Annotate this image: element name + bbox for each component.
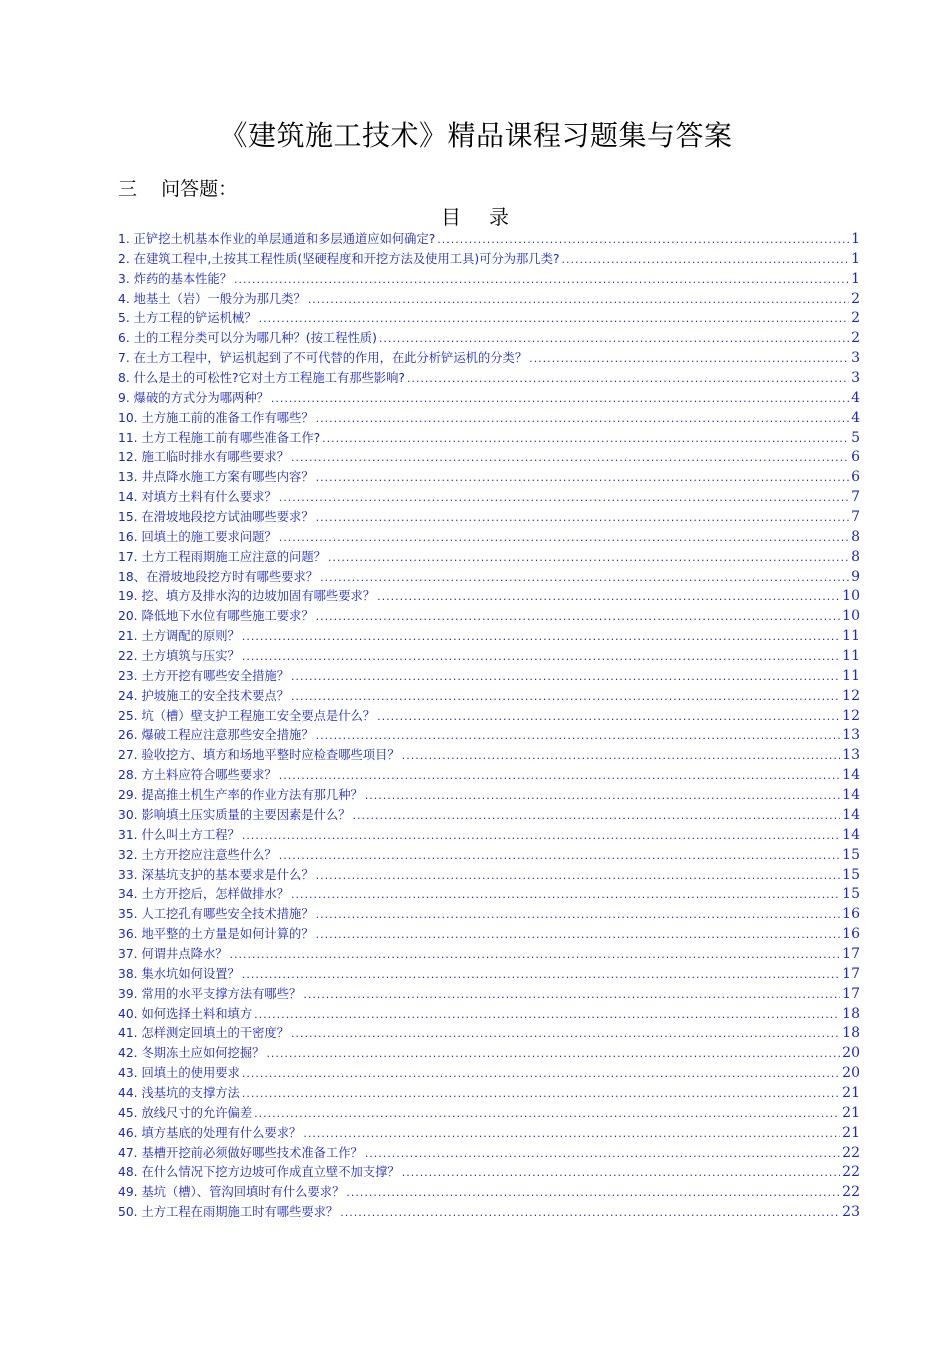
toc-entry-label[interactable]: 47. 基槽开挖前必须做好哪些技术准备工作？ bbox=[118, 1145, 363, 1160]
toc-entry-label[interactable]: 4. 地基土（岩）一般分为那几类？ bbox=[118, 291, 306, 306]
toc-entry-page-number[interactable]: 22 bbox=[842, 1184, 860, 1201]
toc-entry-label[interactable]: 12. 施工临时排水有哪些要求？ bbox=[118, 450, 290, 465]
toc-entry-page-number[interactable]: 11 bbox=[842, 667, 860, 684]
toc-leader-dots bbox=[365, 1147, 840, 1160]
toc-entry-label[interactable]: 8. 什么是土的可松性?它对土方工程施工有那些影响? bbox=[118, 371, 405, 386]
toc-entry[interactable] bbox=[118, 745, 860, 765]
toc-entry[interactable] bbox=[118, 825, 860, 845]
toc-entry[interactable] bbox=[118, 944, 860, 964]
toc-entry[interactable] bbox=[118, 904, 860, 924]
toc-entry-page-number[interactable]: 18 bbox=[842, 1025, 860, 1042]
toc-entry-label[interactable]: 16. 回填土的施工要求问题？ bbox=[118, 529, 277, 544]
toc-entry-label[interactable]: 20. 降低地下水位有哪些施工要求？ bbox=[118, 609, 314, 624]
toc-leader-dots bbox=[279, 849, 840, 862]
toc-entry-page-number[interactable]: 4 bbox=[851, 409, 860, 426]
toc-entry-page-number[interactable]: 6 bbox=[851, 469, 860, 486]
toc-entry[interactable] bbox=[118, 865, 860, 885]
toc-entry[interactable] bbox=[118, 706, 860, 726]
toc-entry-label[interactable]: 46. 填方基底的处理有什么要求？ bbox=[118, 1125, 302, 1140]
toc-entry[interactable] bbox=[118, 368, 860, 388]
toc-leader-dots bbox=[242, 1087, 840, 1100]
toc-leader-dots bbox=[316, 471, 849, 484]
toc-entry-label[interactable]: 21. 土方调配的原则？ bbox=[118, 629, 240, 644]
toc-leader-dots bbox=[242, 630, 840, 643]
toc-entry[interactable] bbox=[118, 229, 860, 249]
toc-leader-dots bbox=[242, 1067, 840, 1080]
toc-entry[interactable] bbox=[118, 547, 860, 567]
toc-entry-label[interactable]: 50. 土方工程在雨期施工时有哪些要求？ bbox=[118, 1205, 339, 1220]
toc-entry-label[interactable]: 25. 坑（槽）壁支护工程施工安全要点是什么？ bbox=[118, 708, 376, 723]
toc-entry-page-number[interactable]: 7 bbox=[851, 509, 860, 526]
toc-entry-page-number[interactable]: 4 bbox=[851, 389, 860, 406]
toc-entry-label[interactable]: 39. 常用的水平支撑方法有哪些？ bbox=[118, 986, 302, 1001]
toc-entry-page-number[interactable]: 10 bbox=[842, 608, 860, 625]
toc-entry-label[interactable]: 1. 正铲挖土机基本作业的单层通道和多层通道应如何确定? bbox=[118, 232, 436, 246]
toc-entry-label[interactable]: 9. 爆破的方式分为哪两种？ bbox=[118, 390, 269, 405]
toc-entry-label[interactable]: 10. 土方施工前的准备工作有哪些？ bbox=[118, 410, 314, 425]
toc-entry-page-number[interactable]: 18 bbox=[842, 1005, 860, 1022]
toc-entry-label[interactable]: 11. 土方工程施工前有哪些准备工作? bbox=[118, 430, 321, 445]
toc-entry-page-number[interactable]: 1 bbox=[851, 250, 860, 267]
toc-leader-dots bbox=[353, 809, 841, 822]
toc-entry-page-number[interactable]: 14 bbox=[842, 806, 860, 823]
toc-leader-dots bbox=[316, 928, 841, 941]
toc-leader-dots bbox=[316, 511, 849, 524]
toc-entry-label[interactable]: 27. 验收挖方、填方和场地平整时应检查哪些项目？ bbox=[118, 748, 400, 763]
toc-entry-page-number[interactable]: 12 bbox=[842, 687, 860, 704]
toc-leader-dots bbox=[316, 729, 841, 742]
toc-leader-dots bbox=[316, 869, 841, 882]
toc-entry-page-number[interactable]: 15 bbox=[842, 866, 860, 883]
toc-entry[interactable] bbox=[118, 1004, 860, 1024]
toc-leader-dots bbox=[291, 690, 840, 703]
toc-entry[interactable] bbox=[118, 845, 860, 865]
toc-entry-label[interactable]: 40. 如何选择土料和填方 bbox=[118, 1006, 253, 1021]
toc-leader-dots bbox=[242, 968, 840, 981]
toc-leader-dots bbox=[437, 233, 849, 246]
toc-leader-dots bbox=[377, 710, 840, 723]
toc-entry[interactable] bbox=[118, 1202, 860, 1222]
toc-entry-label[interactable]: 36. 地平整的土方量是如何计算的？ bbox=[118, 927, 314, 942]
toc-entry[interactable] bbox=[118, 487, 860, 507]
toc-entry-page-number[interactable]: 15 bbox=[842, 846, 860, 863]
toc-entry-label[interactable]: 32. 土方开挖应注意些什么？ bbox=[118, 847, 277, 862]
toc-entry-page-number[interactable]: 14 bbox=[842, 787, 860, 804]
toc-leader-dots bbox=[254, 1107, 840, 1120]
toc-leader-dots bbox=[242, 650, 840, 663]
toc-entry-page-number[interactable]: 13 bbox=[842, 727, 860, 744]
toc-leader-dots bbox=[291, 670, 840, 683]
toc-entry[interactable] bbox=[118, 1123, 860, 1143]
toc-entry-label[interactable]: 3. 炸药的基本性能？ bbox=[118, 271, 233, 286]
toc-entry[interactable] bbox=[118, 348, 860, 368]
toc-entry[interactable] bbox=[118, 408, 860, 428]
toc-entry-label[interactable]: 44. 浅基坑的支撑方法 bbox=[118, 1085, 240, 1100]
toc-leader-dots bbox=[279, 531, 849, 544]
toc-entry-label[interactable]: 48. 在什么情况下挖方边坡可作成直立壁不加支撑？ bbox=[118, 1165, 400, 1180]
toc-entry-label[interactable]: 2. 在建筑工程中,土按其工程性质(坚硬程度和开挖方法及使用工具)可分为那几类? bbox=[118, 251, 560, 266]
toc-entry[interactable] bbox=[118, 328, 860, 348]
toc-leader-dots bbox=[279, 769, 840, 782]
toc-entry-label[interactable]: 13. 井点降水施工方案有哪些内容？ bbox=[118, 470, 314, 485]
toc-leader-dots bbox=[234, 273, 849, 286]
toc-entry-page-number[interactable]: 5 bbox=[851, 429, 860, 446]
toc-leader-dots bbox=[402, 1166, 840, 1179]
toc-entry-page-number[interactable]: 21 bbox=[842, 1124, 860, 1141]
toc-entry-label[interactable]: 24. 护坡施工的安全技术要点？ bbox=[118, 688, 290, 703]
toc-entry-page-number[interactable]: 14 bbox=[842, 767, 860, 784]
toc-leader-dots bbox=[308, 293, 849, 306]
toc-entry-label[interactable]: 18、在滑坡地段挖方时有哪些要求？ bbox=[118, 569, 319, 584]
toc-leader-dots bbox=[561, 253, 849, 266]
toc-entry-label[interactable]: 34. 土方开挖后，怎样做排水？ bbox=[118, 887, 290, 902]
toc-entry-label[interactable]: 38. 集水坑如何设置？ bbox=[118, 966, 240, 981]
toc-leader-dots bbox=[365, 789, 840, 802]
toc-entry[interactable] bbox=[118, 586, 860, 606]
toc-entry-label[interactable]: 22. 土方填筑与压实？ bbox=[118, 649, 240, 664]
toc-entry-page-number[interactable]: 2 bbox=[851, 310, 860, 327]
toc-leader-dots bbox=[402, 749, 840, 762]
toc-entry[interactable] bbox=[118, 686, 860, 706]
toc-entry[interactable] bbox=[118, 507, 860, 527]
toc-entry-page-number[interactable]: 17 bbox=[842, 945, 860, 962]
toc-entry-page-number[interactable]: 20 bbox=[842, 1065, 860, 1082]
toc-leader-dots bbox=[291, 888, 840, 901]
toc-entry-page-number[interactable]: 15 bbox=[842, 886, 860, 903]
toc-entry-label[interactable]: 35. 人工挖孔有哪些安全技术措施？ bbox=[118, 907, 314, 922]
toc-entry[interactable] bbox=[118, 725, 860, 745]
toc-leader-dots bbox=[230, 948, 841, 961]
toc-entry-page-number[interactable]: 7 bbox=[851, 489, 860, 506]
toc-leader-dots bbox=[271, 392, 849, 405]
toc-entry-label[interactable]: 43. 回填土的使用要求 bbox=[118, 1066, 240, 1081]
toc-entry-page-number[interactable]: 22 bbox=[842, 1144, 860, 1161]
toc-entry[interactable] bbox=[118, 289, 860, 309]
toc-leader-dots bbox=[279, 491, 849, 504]
toc-entry[interactable] bbox=[118, 1063, 860, 1083]
toc-entry[interactable] bbox=[118, 626, 860, 646]
toc-entry[interactable] bbox=[118, 765, 860, 785]
toc-entry-label[interactable]: 29. 提高推土机生产率的作业方法有那几种？ bbox=[118, 788, 363, 803]
toc-entry-page-number[interactable]: 16 bbox=[842, 906, 860, 923]
toc-entry-page-number[interactable]: 1 bbox=[851, 231, 860, 247]
toc-entry[interactable] bbox=[118, 1023, 860, 1043]
toc-entry[interactable] bbox=[118, 249, 860, 269]
toc-entry[interactable] bbox=[118, 984, 860, 1004]
toc-entry[interactable] bbox=[118, 805, 860, 825]
toc-leader-dots bbox=[259, 312, 849, 325]
toc-leader-dots bbox=[529, 352, 849, 365]
toc-leader-dots bbox=[379, 332, 849, 345]
toc-entry[interactable] bbox=[118, 666, 860, 686]
toc-leader-dots bbox=[316, 610, 841, 623]
toc-leader-dots bbox=[377, 590, 840, 603]
toc-heading-right: 录 bbox=[489, 205, 511, 229]
toc-leader-dots bbox=[303, 988, 840, 1001]
toc-leader-dots bbox=[316, 412, 849, 425]
toc-entry-page-number[interactable]: 16 bbox=[842, 926, 860, 943]
toc-entry-label[interactable]: 31. 什么叫土方工程？ bbox=[118, 827, 240, 842]
toc-leader-dots bbox=[322, 432, 849, 445]
toc-entry[interactable] bbox=[118, 1103, 860, 1123]
toc-entry-page-number[interactable]: 2 bbox=[851, 330, 860, 347]
toc-leader-dots bbox=[291, 451, 849, 464]
toc-leader-dots bbox=[320, 571, 849, 584]
toc-entry-page-number[interactable]: 9 bbox=[851, 568, 860, 585]
toc-entry[interactable] bbox=[118, 428, 860, 448]
toc-entry-page-number[interactable]: 8 bbox=[851, 528, 860, 545]
toc-leader-dots bbox=[291, 1027, 840, 1040]
toc-entry-label[interactable]: 26. 爆破工程应注意那些安全措施？ bbox=[118, 728, 314, 743]
toc-entry[interactable] bbox=[118, 447, 860, 467]
toc-leader-dots bbox=[316, 908, 841, 921]
toc-entry-label[interactable]: 19. 挖、填方及排水沟的边坡加固有哪些要求？ bbox=[118, 589, 376, 604]
toc-entry-label[interactable]: 45. 放线尺寸的允许偏差 bbox=[118, 1105, 253, 1120]
document-title: 《建筑施工技术》精品课程习题集与答案 bbox=[219, 119, 733, 152]
toc-entry-label[interactable]: 30. 影响填土压实质量的主要因素是什么？ bbox=[118, 807, 351, 822]
toc-entry-label[interactable]: 41. 怎样测定回填土的干密度？ bbox=[118, 1026, 290, 1041]
toc-entry[interactable] bbox=[118, 1182, 860, 1202]
toc-leader-dots bbox=[266, 1047, 840, 1060]
toc-entry-label[interactable]: 33. 深基坑支护的基本要求是什么？ bbox=[118, 867, 314, 882]
toc-entry-page-number[interactable]: 20 bbox=[842, 1045, 860, 1062]
toc-entry-page-number[interactable]: 1 bbox=[851, 270, 860, 287]
toc-entry-label[interactable]: 6. 土的工程分类可以分为哪几种？(按工程性质) bbox=[118, 331, 377, 346]
toc-entry[interactable] bbox=[118, 388, 860, 408]
toc-entry-page-number[interactable]: 17 bbox=[842, 985, 860, 1002]
table-of-contents bbox=[118, 229, 860, 1222]
toc-entry-label[interactable]: 15. 在滑坡地段挖方试油哪些要求？ bbox=[118, 510, 314, 525]
toc-entry-label[interactable]: 49. 基坑（槽）、管沟回填时有什么要求？ bbox=[118, 1185, 345, 1200]
toc-entry-page-number[interactable]: 3 bbox=[851, 370, 860, 387]
toc-entry[interactable] bbox=[118, 606, 860, 626]
toc-leader-dots bbox=[346, 1186, 840, 1199]
toc-entry[interactable] bbox=[118, 467, 860, 487]
toc-leader-dots bbox=[242, 829, 840, 842]
toc-entry[interactable] bbox=[118, 308, 860, 328]
toc-entry-page-number[interactable]: 8 bbox=[851, 548, 860, 565]
section-heading: 三 问答题： bbox=[118, 178, 238, 200]
toc-entry-label[interactable]: 17. 土方工程雨期施工应注意的问题？ bbox=[118, 549, 326, 564]
toc-entry-page-number[interactable]: 21 bbox=[842, 1104, 860, 1121]
toc-entry-label[interactable]: 5. 土方工程的铲运机械？ bbox=[118, 311, 257, 326]
toc-leader-dots bbox=[328, 551, 849, 564]
toc-entry-page-number[interactable]: 17 bbox=[842, 965, 860, 982]
toc-entry-label[interactable]: 23. 土方开挖有哪些安全措施？ bbox=[118, 668, 290, 683]
toc-leader-dots bbox=[407, 372, 849, 385]
toc-entry-page-number[interactable]: 3 bbox=[851, 350, 860, 367]
toc-entry-page-number[interactable]: 6 bbox=[851, 449, 860, 466]
toc-entry[interactable] bbox=[118, 1083, 860, 1103]
toc-entry-label[interactable]: 7. 在土方工程中，铲运机起到了不可代替的作用，在此分析铲运机的分类？ bbox=[118, 351, 528, 366]
toc-entry-page-number[interactable]: 13 bbox=[842, 747, 860, 764]
toc-entry-page-number[interactable]: 21 bbox=[842, 1084, 860, 1101]
toc-entry-page-number[interactable]: 11 bbox=[842, 648, 860, 665]
toc-heading bbox=[0, 201, 952, 230]
toc-entry[interactable] bbox=[118, 964, 860, 984]
toc-entry[interactable] bbox=[118, 1143, 860, 1163]
toc-entry[interactable] bbox=[118, 1162, 860, 1182]
toc-entry-page-number[interactable]: 2 bbox=[851, 290, 860, 307]
toc-leader-dots bbox=[303, 1127, 840, 1140]
toc-entry[interactable] bbox=[118, 1043, 860, 1063]
toc-entry[interactable] bbox=[118, 785, 860, 805]
toc-leader-dots bbox=[340, 1206, 840, 1219]
toc-entry[interactable] bbox=[118, 567, 860, 587]
toc-entry[interactable] bbox=[118, 646, 860, 666]
toc-entry-page-number[interactable]: 23 bbox=[842, 1204, 860, 1221]
toc-leader-dots bbox=[254, 1008, 840, 1021]
toc-entry-label[interactable]: 37. 何谓井点降水？ bbox=[118, 946, 228, 961]
toc-entry-page-number[interactable]: 10 bbox=[842, 588, 860, 605]
toc-entry-page-number[interactable]: 14 bbox=[842, 826, 860, 843]
toc-entry[interactable] bbox=[118, 269, 860, 289]
toc-entry[interactable] bbox=[118, 527, 860, 547]
toc-entry-page-number[interactable]: 22 bbox=[842, 1164, 860, 1181]
toc-heading-left: 目 bbox=[441, 205, 463, 229]
toc-entry-label[interactable]: 14. 对填方土料有什么要求？ bbox=[118, 490, 277, 505]
toc-entry-page-number[interactable]: 12 bbox=[842, 707, 860, 724]
toc-entry[interactable] bbox=[118, 884, 860, 904]
toc-entry-page-number[interactable]: 11 bbox=[842, 628, 860, 645]
toc-entry-label[interactable]: 28. 方土料应符合哪些要求？ bbox=[118, 768, 277, 783]
toc-entry-label[interactable]: 42. 冬期冻土应如何挖掘？ bbox=[118, 1046, 265, 1061]
toc-entry[interactable] bbox=[118, 924, 860, 944]
